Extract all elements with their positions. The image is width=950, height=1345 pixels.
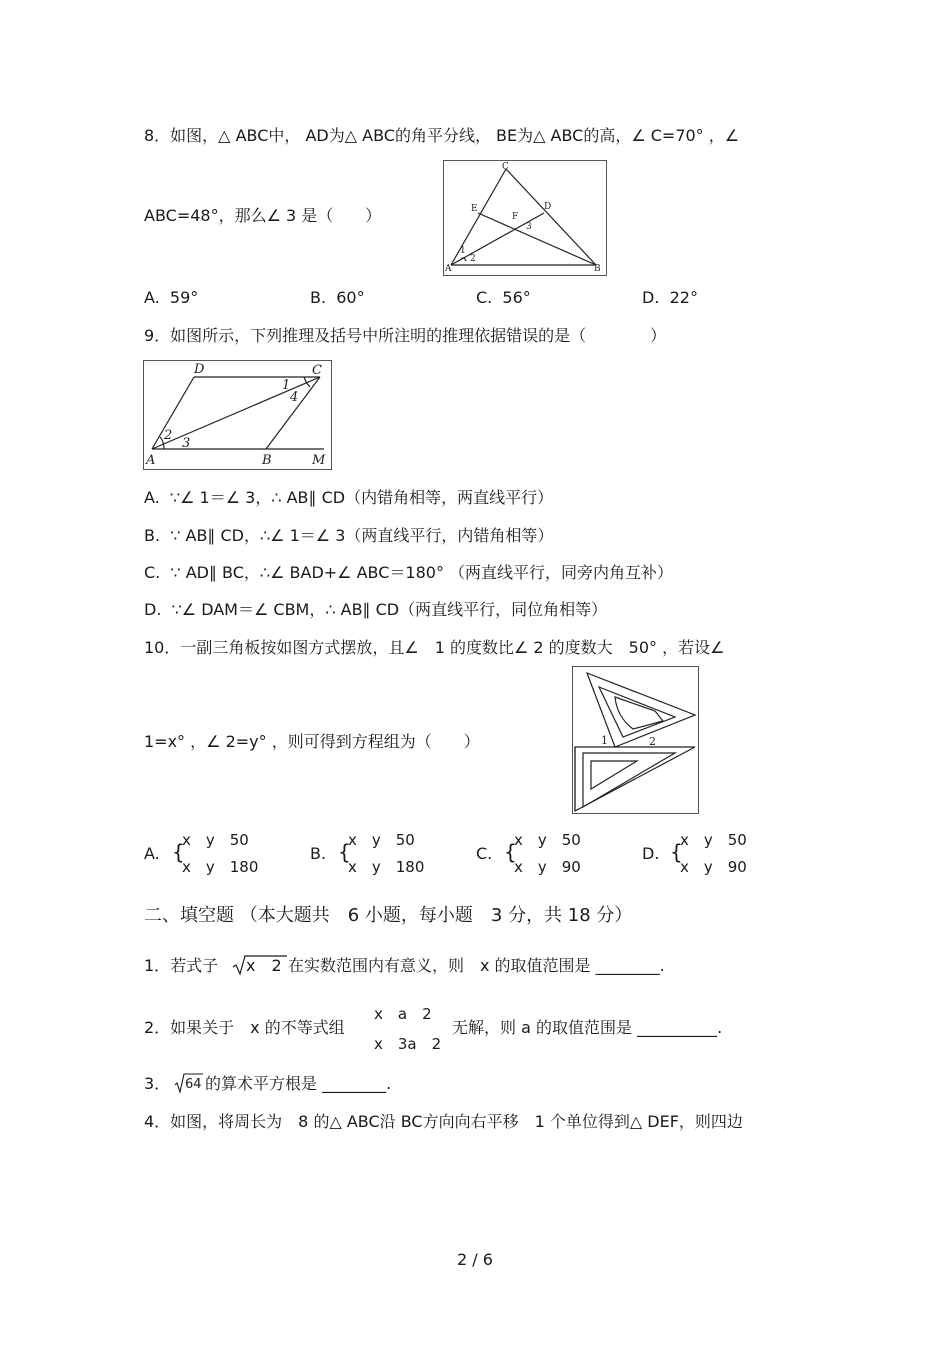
q8-label-a: A: [445, 264, 452, 274]
fill-q1-radicand: x 2: [246, 956, 282, 975]
q8-stem-line1: 8．如图，△ ABC中， AD为△ ABC的角平分线， BE为△ ABC的高，∠ C=70° ，∠: [144, 126, 740, 145]
fill-q3-radicand: 64: [185, 1077, 202, 1092]
q9-label-2: 2: [164, 428, 173, 443]
q8-option-b: B. 60°: [310, 288, 365, 307]
fill-q2-suffix: 无解，则 a 的取值范围是 __________.: [452, 1018, 723, 1037]
q10-option-b-bottom: x y 180: [348, 858, 425, 876]
q9-option-b: B. ∵ AB∥ CD，∴∠ 1＝∠ 3（两直线平行，内错角相等）: [144, 526, 554, 545]
fill-q1-prefix: 1．若式子: [144, 956, 219, 975]
q8-label-d: D: [544, 202, 552, 212]
q8-stem-line2: ABC=48°，那么∠ 3 是（ ）: [144, 206, 382, 225]
fill-q2-bottom: x 3a 2: [374, 1035, 442, 1053]
fill-q3-prefix: 3．: [144, 1074, 171, 1093]
q10-label-1: 1: [601, 734, 608, 747]
q10-option-a-bottom: x y 180: [182, 858, 259, 876]
section2-title: 二、填空题 （本大题共 6 小题，每小题 3 分，共 18 分）: [144, 905, 633, 926]
q10-option-b-letter: B.: [310, 844, 327, 863]
q10-option-c-brace: {: [504, 840, 517, 864]
q10-option-c-bottom: x y 90: [514, 858, 581, 876]
q10-option-d-letter: D.: [642, 844, 660, 863]
q9-label-m: M: [312, 453, 326, 468]
fill-q1-suffix: 在实数范围内有意义，则 x 的取值范围是 ________.: [288, 956, 665, 975]
q10-stem-line1: 10．一副三角板按如图方式摆放，且∠ 1 的度数比∠ 2 的度数大 50° ，若设∠: [144, 638, 725, 657]
q10-option-c-letter: C.: [476, 844, 493, 863]
fill-q3-suffix: 的算术平方根是 ________.: [205, 1074, 392, 1093]
q8-option-c: C. 56°: [476, 288, 531, 307]
q8-label-1: 1: [460, 246, 466, 256]
q9-option-d: D. ∵∠ DAM＝∠ CBM，∴ AB∥ CD（两直线平行，同位角相等）: [144, 600, 608, 619]
q8-label-2: 2: [470, 254, 476, 264]
q9-figure: [143, 360, 332, 470]
fill-q4: 4．如图，将周长为 8 的△ ABC沿 BC方向向右平移 1 个单位得到△ DEF，则四边: [144, 1112, 743, 1131]
q9-option-c: C. ∵ AD∥ BC，∴∠ BAD+∠ ABC＝180° （两直线平行，同旁内角互补）: [144, 563, 674, 582]
q10-option-b-top: x y 50: [348, 831, 415, 849]
q9-label-b: B: [262, 453, 272, 468]
q8-figure: [443, 160, 607, 276]
q9-label-a: A: [146, 453, 156, 468]
q10-option-d-top: x y 50: [680, 831, 747, 849]
q10-option-a-brace: {: [172, 840, 185, 864]
q8-label-e: E: [471, 204, 478, 214]
q10-option-d-brace: {: [670, 840, 683, 864]
q10-stem-line2: 1=x° ，∠ 2=y° ，则可得到方程组为（ ）: [144, 732, 480, 751]
q10-option-d-bottom: x y 90: [680, 858, 747, 876]
q9-label-1: 1: [282, 378, 291, 393]
q10-option-a-letter: A.: [144, 844, 160, 863]
q9-label-c: C: [312, 363, 322, 378]
q10-label-2: 2: [649, 735, 656, 748]
q9-stem: 9．如图所示，下列推理及括号中所注明的推理依据错误的是（ ）: [144, 326, 667, 345]
q8-label-f: F: [512, 212, 519, 222]
q8-option-d: D. 22°: [642, 288, 698, 307]
q8-label-c: C: [502, 162, 509, 172]
fill-q2-top: x a 2: [374, 1005, 432, 1023]
q10-figure: [572, 666, 699, 814]
q9-label-d: D: [194, 362, 205, 377]
q10-option-c-top: x y 50: [514, 831, 581, 849]
q9-option-a: A. ∵∠ 1＝∠ 3，∴ AB∥ CD（内错角相等，两直线平行）: [144, 488, 554, 507]
q9-label-3: 3: [182, 436, 191, 451]
q10-option-a-top: x y 50: [182, 831, 249, 849]
q8-label-3: 3: [526, 222, 532, 232]
q8-option-a: A. 59°: [144, 288, 199, 307]
page-number: 2 / 6: [457, 1250, 493, 1269]
fill-q1-radical: [232, 956, 282, 1016]
q9-label-4: 4: [290, 390, 299, 405]
fill-q2-prefix: 2．如果关于 x 的不等式组: [144, 1018, 345, 1037]
q8-label-b: B: [594, 264, 601, 274]
q10-option-b-brace: {: [338, 840, 351, 864]
